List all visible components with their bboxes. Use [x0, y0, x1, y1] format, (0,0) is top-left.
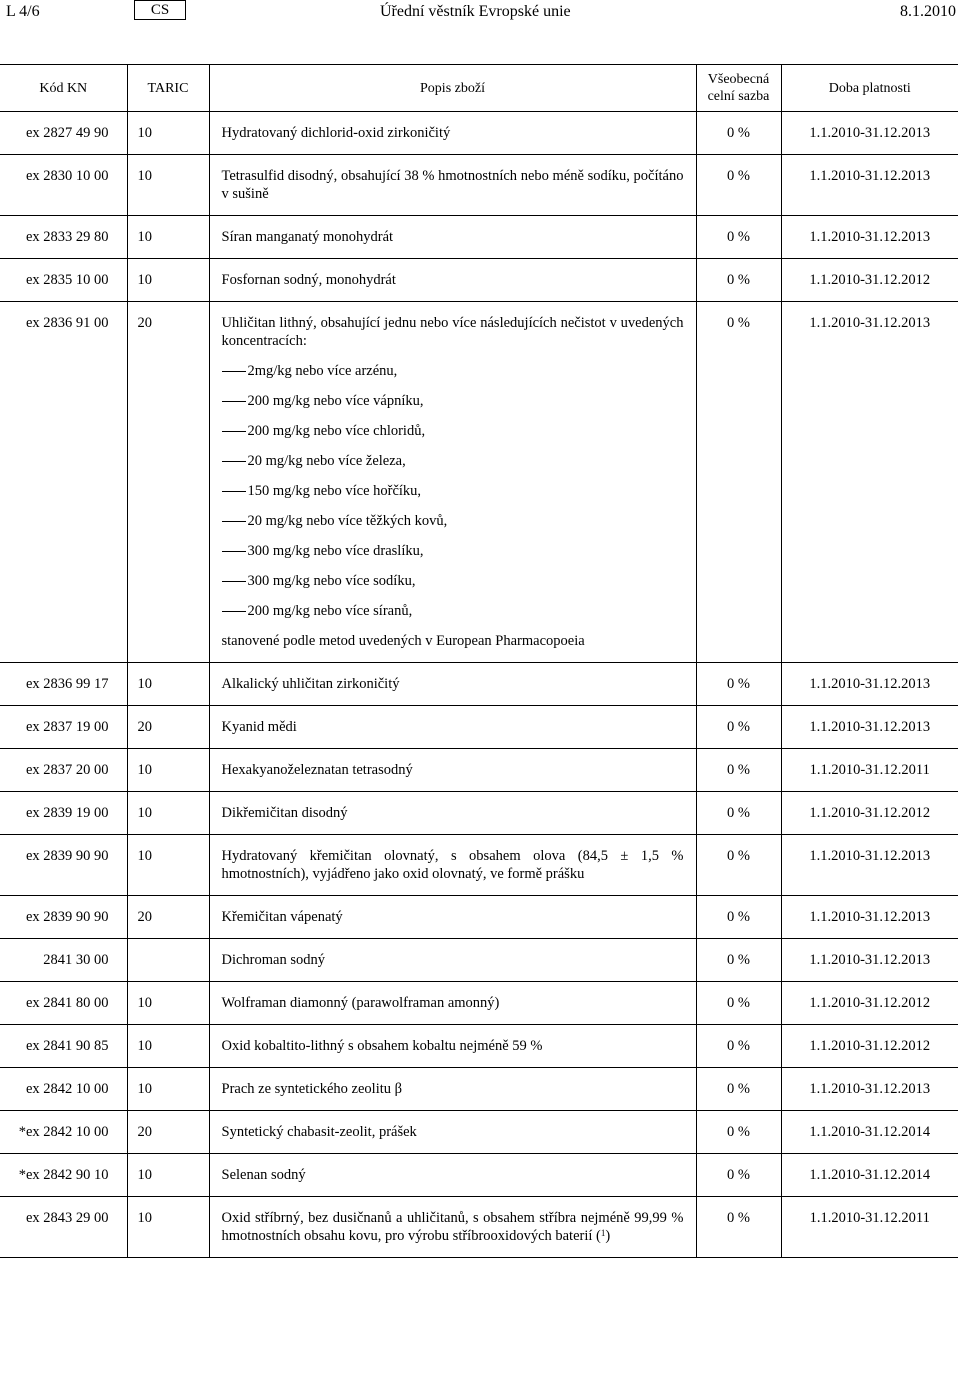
duty-rate: 0 % — [696, 302, 781, 663]
impurity-item — [222, 602, 684, 620]
impurity-item — [222, 512, 684, 530]
duty-rate: 0 % — [696, 749, 781, 792]
goods-description — [209, 939, 696, 982]
validity-period: 1.1.2010-31.12.2012 — [781, 259, 958, 302]
goods-description — [209, 749, 696, 792]
goods-description — [209, 706, 696, 749]
goods-description — [209, 835, 696, 896]
table-row — [0, 302, 958, 663]
description-text: Alkalický uhličitan zirkoničitý — [221, 676, 400, 692]
table-row — [0, 1068, 958, 1111]
goods-description — [209, 216, 696, 259]
dash-bullet — [222, 491, 246, 492]
page-header — [0, 0, 960, 24]
cn-code: ex 2842 10 00 — [0, 1068, 127, 1111]
impurity-text: 20 mg/kg nebo více těžkých kovů, — [247, 513, 448, 529]
cn-code: ex 2839 19 00 — [0, 792, 127, 835]
description-text: Prach ze syntetického zeolitu β — [221, 1081, 403, 1097]
cn-code: *ex 2842 90 10 — [0, 1154, 127, 1197]
col-header-taric: TARIC — [127, 65, 209, 112]
cn-code: ex 2839 90 90 — [0, 835, 127, 896]
description-text: Oxid stříbrný, bez dusičnanů a uhličitanů, s obsahem stříbra nejméně 99,99 % hmotnostních obsahu kovu, pro výrobu stříbrooxidových baterií ( — [221, 1210, 684, 1244]
impurity-item — [222, 392, 684, 410]
cn-code: ex 2837 19 00 — [0, 706, 127, 749]
validity-period: 1.1.2010-31.12.2013 — [781, 896, 958, 939]
duty-rate: 0 % — [696, 1025, 781, 1068]
table-row — [0, 835, 958, 896]
dash-bullet — [222, 551, 246, 552]
description-text: Kyanid mědi — [221, 719, 297, 735]
goods-description — [209, 259, 696, 302]
goods-description — [209, 1111, 696, 1154]
taric-code: 10 — [127, 792, 209, 835]
taric-code — [127, 939, 209, 982]
impurity-item — [222, 362, 684, 380]
validity-period: 1.1.2010-31.12.2014 — [781, 1154, 958, 1197]
col-header-sazba-line1: Všeobecná — [707, 72, 770, 87]
taric-code: 10 — [127, 112, 209, 155]
taric-code: 10 — [127, 1154, 209, 1197]
taric-code: 20 — [127, 302, 209, 663]
cn-code: ex 2835 10 00 — [0, 259, 127, 302]
goods-description — [209, 112, 696, 155]
taric-code: 10 — [127, 982, 209, 1025]
description-text: Uhličitan lithný, obsahující jednu nebo více následujících nečistot v uvedených koncentracích: — [221, 315, 684, 349]
dash-bullet — [222, 461, 246, 462]
goods-description — [209, 1154, 696, 1197]
validity-period: 1.1.2010-31.12.2013 — [781, 939, 958, 982]
goods-description — [209, 663, 696, 706]
impurity-item — [222, 482, 684, 500]
duty-rate: 0 % — [696, 939, 781, 982]
table-row — [0, 155, 958, 216]
validity-period: 1.1.2010-31.12.2013 — [781, 155, 958, 216]
cn-code: 2841 30 00 — [0, 939, 127, 982]
validity-period: 1.1.2010-31.12.2013 — [781, 216, 958, 259]
cn-code: ex 2836 99 17 — [0, 663, 127, 706]
validity-period: 1.1.2010-31.12.2014 — [781, 1111, 958, 1154]
goods-description — [209, 1025, 696, 1068]
duty-rate: 0 % — [696, 216, 781, 259]
impurity-item — [222, 572, 684, 590]
description-text: Hexakyanoželeznatan tetrasodný — [221, 762, 413, 778]
validity-period: 1.1.2010-31.12.2012 — [781, 982, 958, 1025]
taric-code: 20 — [127, 896, 209, 939]
validity-period: 1.1.2010-31.12.2011 — [781, 1197, 958, 1258]
cn-code: ex 2843 29 00 — [0, 1197, 127, 1258]
duty-rate: 0 % — [696, 1068, 781, 1111]
taric-code: 10 — [127, 1025, 209, 1068]
duty-rate: 0 % — [696, 982, 781, 1025]
duty-rate: 0 % — [696, 155, 781, 216]
cn-code: ex 2836 91 00 — [0, 302, 127, 663]
duty-rate: 0 % — [696, 1197, 781, 1258]
table-row — [0, 792, 958, 835]
duty-rate: 0 % — [696, 706, 781, 749]
goods-description — [209, 302, 696, 663]
cn-code: ex 2841 80 00 — [0, 982, 127, 1025]
goods-description — [209, 896, 696, 939]
table-row — [0, 663, 958, 706]
validity-period: 1.1.2010-31.12.2011 — [781, 749, 958, 792]
table-row — [0, 982, 958, 1025]
description-end: ) — [605, 1228, 611, 1244]
validity-period: 1.1.2010-31.12.2013 — [781, 1068, 958, 1111]
table-row — [0, 939, 958, 982]
table-row — [0, 112, 958, 155]
description-text: Dikřemičitan disodný — [221, 805, 348, 821]
description-text: Oxid kobaltito-lithný s obsahem kobaltu nejméně 59 % — [221, 1038, 543, 1054]
impurity-text: 2mg/kg nebo více arzénu, — [247, 363, 398, 379]
validity-period: 1.1.2010-31.12.2013 — [781, 302, 958, 663]
taric-code: 10 — [127, 1197, 209, 1258]
impurity-text: 300 mg/kg nebo více sodíku, — [247, 573, 416, 589]
table-header-row — [0, 65, 958, 112]
duty-rate: 0 % — [696, 259, 781, 302]
description-text: Tetrasulfid disodný, obsahující 38 % hmotnostních nebo méně sodíku, počítáno v sušině — [221, 168, 684, 202]
dash-bullet — [222, 401, 246, 402]
duty-rate: 0 % — [696, 1154, 781, 1197]
table-row — [0, 216, 958, 259]
duty-rate: 0 % — [696, 896, 781, 939]
col-header-sazba-line2: celní sazba — [707, 89, 770, 104]
table-row — [0, 706, 958, 749]
description-text: Hydratovaný křemičitan olovnatý, s obsahem olova (84,5 ± 1,5 % hmotnostních), vyjádřeno jako oxid olovnatý, ve formě prášku — [221, 848, 684, 882]
validity-period: 1.1.2010-31.12.2013 — [781, 835, 958, 896]
taric-code: 10 — [127, 663, 209, 706]
table-row — [0, 896, 958, 939]
taric-code: 20 — [127, 1111, 209, 1154]
cn-code: ex 2830 10 00 — [0, 155, 127, 216]
dash-bullet — [222, 611, 246, 612]
footnote-ref: 1 — [600, 1228, 606, 1238]
cn-code: ex 2841 90 85 — [0, 1025, 127, 1068]
goods-description — [209, 982, 696, 1025]
duty-rate: 0 % — [696, 663, 781, 706]
description-text: Fosfornan sodný, monohydrát — [221, 272, 396, 288]
description-text: Křemičitan vápenatý — [221, 909, 343, 925]
dash-bullet — [222, 581, 246, 582]
taric-code: 10 — [127, 216, 209, 259]
col-header-popis: Popis zboží — [209, 65, 696, 112]
cn-code: ex 2839 90 90 — [0, 896, 127, 939]
validity-period: 1.1.2010-31.12.2013 — [781, 706, 958, 749]
col-header-sazba — [696, 65, 781, 112]
taric-code: 10 — [127, 1068, 209, 1111]
table-row — [0, 1111, 958, 1154]
goods-description — [209, 155, 696, 216]
validity-period: 1.1.2010-31.12.2012 — [781, 1025, 958, 1068]
duty-rate: 0 % — [696, 835, 781, 896]
impurity-item — [222, 422, 684, 440]
validity-period: 1.1.2010-31.12.2012 — [781, 792, 958, 835]
impurity-text: 150 mg/kg nebo více hořčíku, — [247, 483, 422, 499]
dash-bullet — [222, 521, 246, 522]
duty-rate: 0 % — [696, 1111, 781, 1154]
cn-code: ex 2833 29 80 — [0, 216, 127, 259]
duty-rate: 0 % — [696, 112, 781, 155]
dash-bullet — [222, 371, 246, 372]
taric-code: 10 — [127, 259, 209, 302]
table-row — [0, 1197, 958, 1258]
journal-title: Úřední věstník Evropské unie — [380, 3, 571, 20]
cn-code: *ex 2842 10 00 — [0, 1111, 127, 1154]
description-text: Síran manganatý monohydrát — [221, 229, 394, 245]
validity-period: 1.1.2010-31.12.2013 — [781, 663, 958, 706]
description-text: Wolframan diamonný (parawolframan amonný) — [221, 995, 500, 1011]
description-text: Dichroman sodný — [221, 952, 325, 968]
goods-description — [209, 1197, 696, 1258]
impurity-text: 20 mg/kg nebo více železa, — [247, 453, 406, 469]
language-box: CS — [134, 0, 186, 20]
goods-description — [209, 1068, 696, 1111]
impurity-item — [222, 542, 684, 560]
table-row — [0, 749, 958, 792]
col-header-doba: Doba platnosti — [781, 65, 958, 112]
table-row — [0, 259, 958, 302]
tariff-table — [0, 64, 958, 1258]
impurity-text: 200 mg/kg nebo více chloridů, — [247, 423, 426, 439]
impurity-item — [222, 452, 684, 470]
goods-description — [209, 792, 696, 835]
description-text: Hydratovaný dichlorid-oxid zirkoničitý — [221, 125, 451, 141]
impurity-text: 300 mg/kg nebo více draslíku, — [247, 543, 424, 559]
validity-period: 1.1.2010-31.12.2013 — [781, 112, 958, 155]
table-row — [0, 1025, 958, 1068]
table-row — [0, 1154, 958, 1197]
taric-code: 10 — [127, 749, 209, 792]
taric-code: 10 — [127, 835, 209, 896]
cn-code: ex 2827 49 90 — [0, 112, 127, 155]
duty-rate: 0 % — [696, 792, 781, 835]
description-text: Syntetický chabasit-zeolit, prášek — [221, 1124, 417, 1140]
issue-date: 8.1.2010 — [900, 3, 956, 20]
taric-code: 10 — [127, 155, 209, 216]
taric-code: 20 — [127, 706, 209, 749]
description-text: Selenan sodný — [221, 1167, 306, 1183]
cn-code: ex 2837 20 00 — [0, 749, 127, 792]
impurity-text: 200 mg/kg nebo více vápníku, — [247, 393, 424, 409]
method-note: stanovené podle metod uvedených v European Pharmacopoeia — [221, 633, 585, 649]
dash-bullet — [222, 431, 246, 432]
page-number: L 4/6 — [6, 3, 40, 20]
impurity-text: 200 mg/kg nebo více síranů, — [247, 603, 413, 619]
col-header-kod: Kód KN — [0, 65, 127, 112]
